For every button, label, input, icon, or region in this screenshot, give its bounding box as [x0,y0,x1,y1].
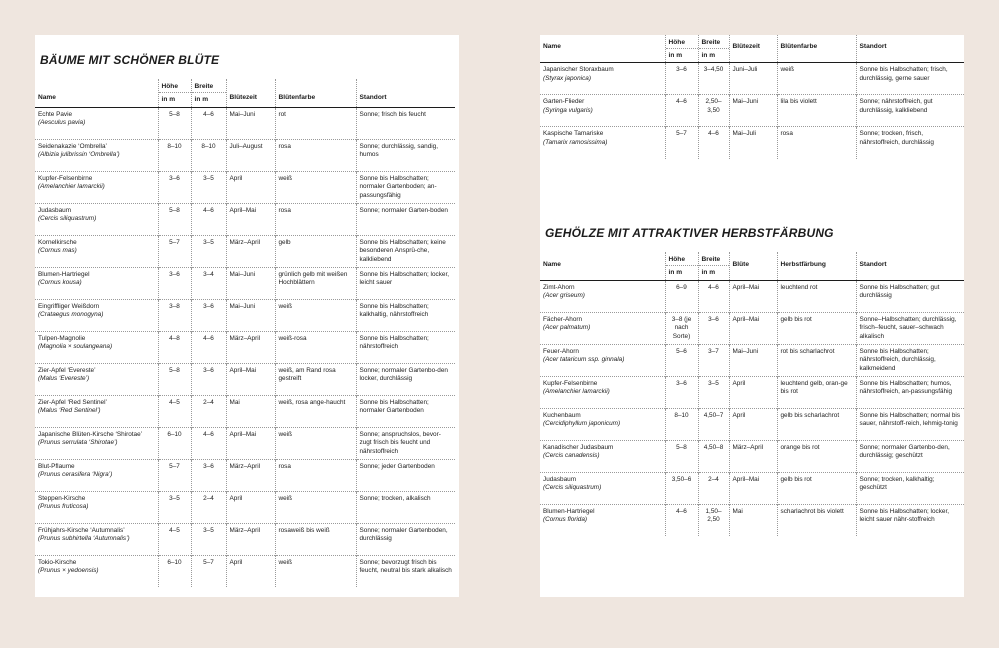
plant-latin-name: (Crataegus monogyna) [38,311,104,319]
cell-zeit: Mai–Juni [226,107,275,139]
cell-name [540,344,665,376]
cell-name [35,299,158,331]
cell-hoehe: 4–8 [158,331,191,363]
plant-name: Kupfer-Felsenbirne [38,174,93,182]
cell-name [540,440,665,472]
cell-hoehe: 3–6 [158,267,191,299]
cell-hoehe: 5–8 [158,107,191,139]
cell-zeit: Juli–August [226,139,275,171]
table-row [35,299,455,331]
col-header-hoehe: Höhe in m [158,79,191,107]
cell-standort: Sonne; normaler Gartenboden, durchlässig [356,523,455,555]
col-header-standort: Standort [856,252,964,280]
cell-name [35,203,158,235]
cell-hoehe: 5–7 [158,235,191,267]
cell-breite: 3–4,50 [698,63,729,95]
cell-zeit: April–Mai [226,203,275,235]
cell-zeit: April–Mai [729,280,777,312]
cell-name [35,459,158,491]
cell-standort: Sonne; nährstoffreich, gut durchlässig, kalkliebend [856,95,964,127]
cell-farbe: gelb bis rot [777,472,856,504]
cell-farbe: weiß [275,299,356,331]
cell-hoehe: 5–7 [158,459,191,491]
table-row [35,235,455,267]
cell-name [540,408,665,440]
cell-zeit: Mai–Juni [226,267,275,299]
table-row [35,171,455,203]
plant-latin-name: (Cornus kousa) [38,279,82,287]
plant-latin-name: (Tamarix ramosissima) [543,138,608,146]
cell-breite: 3–7 [698,344,729,376]
cell-name [35,363,158,395]
plant-latin-name: (Acer palmatum) [543,324,591,332]
cell-breite: 3–5 [191,171,226,203]
cell-hoehe: 8–10 [158,139,191,171]
cell-standort: Sonne bis Halbschatten; normal bis sauer, nährstoff-reich, lehmig-tonig [856,408,964,440]
cell-breite: 4–6 [191,331,226,363]
cell-zeit: April–Mai [226,363,275,395]
cell-zeit: März–April [226,523,275,555]
cell-breite: 2–4 [191,491,226,523]
cell-farbe: rot bis scharlachrot [777,344,856,376]
cell-hoehe: 3–8 [158,299,191,331]
col-header-bluetenfarbe: Blütenfarbe [777,35,856,63]
cell-name [35,555,158,587]
plant-latin-name: (Prunus × yedoensis) [38,567,99,575]
cell-breite: 4–6 [698,127,729,159]
cell-zeit: April [226,171,275,203]
col-header-bluete: Blüte [729,252,777,280]
cell-hoehe: 4–6 [665,95,698,127]
plant-latin-name: (Cercidiphyllum japonicum) [543,420,621,428]
cell-breite: 3–5 [191,523,226,555]
table-row [540,280,964,312]
plant-name: Kaspische Tamariske [543,130,604,137]
plant-latin-name: (Cercis siliquastrum) [543,484,602,492]
cell-standort: Sonne bis Halbschatten; nährstoffreich [356,331,455,363]
cell-breite: 2–4 [698,472,729,504]
cell-breite: 1,50–2,50 [698,504,729,536]
plant-name: Japanische Blüten-Kirsche ‘Shirotae’ [38,430,143,438]
plant-name: Japanischer Storaxbaum [543,66,614,73]
cell-zeit: April [226,491,275,523]
cell-farbe: rosa [275,459,356,491]
cell-farbe: weiß [275,171,356,203]
table-row [35,107,455,139]
cell-zeit: April [729,376,777,408]
cell-farbe: weiß [275,427,356,459]
cell-standort: Sonne bis Halbschatten; nährstoffreich, durchlässig, kalkmeidend [856,344,964,376]
cell-zeit: Mai–Juni [226,299,275,331]
cell-breite: 4–6 [191,203,226,235]
cell-standort: Sonne; trocken, kalkhaltig; geschützt [856,472,964,504]
cell-hoehe: 5–6 [665,344,698,376]
cell-farbe: rosaweiß bis weiß [275,523,356,555]
cell-hoehe: 6–10 [158,555,191,587]
cell-standort: Sonne bis Halbschatten; normaler Gartenboden; an-passungsfähig [356,171,455,203]
cell-standort: Sonne bis Halbschatten; normaler Gartenboden [356,395,455,427]
cell-name [35,139,158,171]
cell-farbe: orange bis rot [777,440,856,472]
section-title-bluete: BÄUME MIT SCHÖNER BLÜTE [40,53,220,67]
table-row [35,427,455,459]
plant-name: Garten-Flieder [543,98,585,105]
plant-name: Kanadischer Judasbaum [543,443,614,451]
cell-hoehe: 4–5 [158,395,191,427]
cell-breite: 3–4 [191,267,226,299]
cell-standort: Sonne; normaler Garten-boden [356,203,455,235]
cell-farbe: weiß [777,63,856,95]
cell-hoehe: 4–5 [158,523,191,555]
cell-hoehe: 5–8 [158,203,191,235]
cell-name [35,523,158,555]
cell-breite: 3–6 [191,459,226,491]
col-header-name: Name [540,252,665,280]
plant-name: Tokio-Kirsche [38,558,77,566]
cell-standort: Sonne bis Halbschatten; humos, nährstoffreich, an-passungsfähig [856,376,964,408]
plant-name: Zier-Apfel ‘Red Sentinel’ [38,398,107,406]
plant-name: Kuchenbaum [543,411,581,419]
cell-standort: Sonne; anspruchslos, bevor-zugt frisch bis feucht und nährstoffreich [356,427,455,459]
cell-name [35,331,158,363]
cell-zeit: März–April [729,440,777,472]
cell-farbe: rot [275,107,356,139]
table-row [540,408,964,440]
table-row [540,472,964,504]
plant-latin-name: (Amelanchier lamarckii) [543,388,610,396]
plant-latin-name: (Prunus fruticosa) [38,503,89,511]
col-header-breite: Breite in m [698,35,729,63]
cell-zeit: April–Mai [729,312,777,344]
cell-farbe: weiß-rosa [275,331,356,363]
table-row [540,312,964,344]
cell-standort: Sonne bis Halbschatten; keine besonderen Ansprü-che, kalkliebend [356,235,455,267]
plant-name: Steppen-Kirsche [38,494,86,502]
plant-name: Eingriffliger Weißdorn [38,302,100,310]
cell-name [540,472,665,504]
cell-hoehe: 6–9 [665,280,698,312]
cell-farbe: rosa [275,139,356,171]
table-row [35,363,455,395]
cell-standort: Sonne; frisch bis feucht [356,107,455,139]
cell-zeit: April–Mai [729,472,777,504]
plant-latin-name: (Albizia julibrissin ‘Ombrella’) [38,151,120,159]
table-row [540,376,964,408]
cell-hoehe: 3–5 [158,491,191,523]
cell-zeit: April–Mai [226,427,275,459]
table-row [540,63,964,95]
cell-hoehe: 5–8 [158,363,191,395]
cell-breite: 3–5 [698,376,729,408]
plant-name: Judasbaum [38,206,72,214]
cell-hoehe: 6–10 [158,427,191,459]
cell-standort: Sonne; jeder Gartenboden [356,459,455,491]
plant-latin-name: (Acer tataricum ssp. ginnala) [543,356,625,364]
plant-name: Blumen-Hartriegel [38,270,90,278]
cell-farbe: gelb bis rot [777,312,856,344]
cell-farbe: rosa [777,127,856,159]
cell-breite: 3–6 [191,299,226,331]
cell-hoehe: 8–10 [665,408,698,440]
col-header-name: Name [35,79,158,107]
cell-standort: Sonne bis Halbschatten; locker, leicht sauer nähr-stoffreich [856,504,964,536]
cell-zeit: April [729,408,777,440]
cell-breite: 4–6 [698,280,729,312]
cell-name [35,171,158,203]
cell-breite: 3–6 [191,363,226,395]
col-header-hoehe: Höhe in m [665,35,698,63]
col-header-herbstfaerbung: Herbstfärbung [777,252,856,280]
cell-name [540,280,665,312]
cell-standort: Sonne bis Halbschatten; kalkhaltig, nährstoffreich [356,299,455,331]
plant-latin-name: (Prunus cerasifera ‘Nigra’) [38,471,113,479]
cell-zeit: März–April [226,235,275,267]
cell-standort: Sonne bis Halbschatten; frisch, durchlässig, gerne sauer [856,63,964,95]
plant-latin-name: (Cercis siliquastrum) [38,215,97,223]
cell-farbe: lila bis violett [777,95,856,127]
col-header-name: Name [540,35,665,63]
plant-name: Kupfer-Felsenbirne [543,379,598,387]
col-header-bluetezeit: Blütezeit [729,35,777,63]
plant-name: Feuer-Ahorn [543,347,579,355]
plant-latin-name: (Cornus mas) [38,247,77,255]
cell-zeit: Mai–Juni [729,95,777,127]
cell-zeit: März–April [226,459,275,491]
cell-farbe: leuchtend rot [777,280,856,312]
cell-standort: Sonne; trocken, alkalisch [356,491,455,523]
cell-hoehe: 4–6 [665,504,698,536]
cell-breite: 3–5 [191,235,226,267]
cell-name [35,267,158,299]
plant-name: Frühjahrs-Kirsche ‘Autumnalis’ [38,526,125,534]
plant-latin-name: (Aesculus pavia) [38,119,86,127]
cell-hoehe: 3–8 (je nach Sorte) [665,312,698,344]
plant-latin-name: (Acer griseum) [543,292,585,300]
cell-standort: Sonne bis Halbschatten; locker, leicht sauer [356,267,455,299]
cell-hoehe: 3–6 [665,376,698,408]
plant-latin-name: (Amelanchier lamarckii) [38,183,105,191]
cell-standort: Sonne; normaler Gartenbo-den, durchlässig; geschützt [856,440,964,472]
plant-latin-name: (Cercis canadensis) [543,452,600,460]
table-row [35,139,455,171]
cell-name [35,427,158,459]
cell-name [540,127,665,159]
table-herbstfaerbung [540,252,964,536]
cell-zeit: März–April [226,331,275,363]
plant-name: Kornelkirsche [38,238,77,246]
cell-farbe: weiß, rosa ange-haucht [275,395,356,427]
cell-farbe: weiß, am Rand rosa gestreift [275,363,356,395]
plant-latin-name: (Styrax japonica) [543,74,591,82]
cell-hoehe: 5–8 [665,440,698,472]
section-title-herbstfaerbung: GEHÖLZE MIT ATTRAKTIVER HERBSTFÄRBUNG [545,226,834,240]
cell-name [540,63,665,95]
plant-name: Echte Pavie [38,110,73,118]
cell-breite: 4–6 [191,107,226,139]
plant-name: Zier-Apfel ‘Evereste’ [38,366,96,374]
cell-breite: 2–4 [191,395,226,427]
cell-standort: Sonne bis Halbschatten; gut durchlässig [856,280,964,312]
col-header-standort: Standort [856,35,964,63]
col-header-hoehe: Höhe in m [665,252,698,280]
cell-farbe: grünlich gelb mit weißen Hochblättern [275,267,356,299]
cell-zeit: Mai [729,504,777,536]
table-row [35,267,455,299]
cell-zeit: Mai–Juni [729,344,777,376]
plant-latin-name: (Prunus serrulata ‘Shirotae’) [38,439,118,447]
cell-farbe: rosa [275,203,356,235]
plant-name: Blut-Pflaume [38,462,75,470]
col-header-standort: Standort [356,79,455,107]
cell-farbe: weiß [275,491,356,523]
plant-name: Zimt-Ahorn [543,283,575,291]
plant-name: Fächer-Ahorn [543,315,583,323]
table-row [540,504,964,536]
table-row [35,331,455,363]
cell-hoehe: 3–6 [665,63,698,95]
cell-farbe: gelb bis scharlachrot [777,408,856,440]
cell-hoehe: 5–7 [665,127,698,159]
table-baeume-bluete-fortsetzung [540,35,964,159]
table-row [35,523,455,555]
cell-hoehe: 3–6 [158,171,191,203]
table-baeume-bluete [35,79,455,587]
table-row [35,491,455,523]
cell-standort: Sonne; bevorzugt frisch bis feucht, neutral bis stark alkalisch [356,555,455,587]
plant-name: Tulpen-Magnolie [38,334,86,342]
cell-zeit: Mai [226,395,275,427]
cell-farbe: scharlachrot bis violett [777,504,856,536]
cell-standort: Sonne–Halbschatten; durchlässig, frisch–feucht, sauer–schwach alkalisch [856,312,964,344]
cell-name [35,395,158,427]
left-page [35,35,459,597]
cell-name [35,491,158,523]
table-row [35,395,455,427]
col-header-bluetenfarbe: Blütenfarbe [275,79,356,107]
plant-name: Blumen-Hartriegel [543,507,595,515]
cell-breite: 4,50–7 [698,408,729,440]
table-row [540,95,964,127]
table-row [35,459,455,491]
col-header-breite: Breite in m [191,79,226,107]
cell-name [35,235,158,267]
cell-standort: Sonne; normaler Gartenbo-den locker, durchlässig [356,363,455,395]
table-row [540,344,964,376]
plant-latin-name: (Malus ‘Evereste’) [38,375,90,383]
plant-latin-name: (Syringa vulgaris) [543,106,593,114]
right-page [540,35,964,597]
cell-farbe: weiß [275,555,356,587]
cell-breite: 8–10 [191,139,226,171]
cell-zeit: Juni–Juli [729,63,777,95]
table-row [540,127,964,159]
cell-standort: Sonne; trocken, frisch, nährstoffreich, durchlässig [856,127,964,159]
cell-name [35,107,158,139]
cell-farbe: gelb [275,235,356,267]
plant-latin-name: (Prunus subhirtella ‘Autumnalis’) [38,535,130,543]
plant-latin-name: (Cornus florida) [543,516,588,524]
plant-latin-name: (Malus ‘Red Sentinel’) [38,407,101,415]
cell-hoehe: 3,50–6 [665,472,698,504]
table-row [35,203,455,235]
cell-breite: 4,50–8 [698,440,729,472]
cell-name [540,376,665,408]
col-header-bluetezeit: Blütezeit [226,79,275,107]
table-row [35,555,455,587]
plant-name: Judasbaum [543,475,577,483]
table-row [540,440,964,472]
cell-breite: 5–7 [191,555,226,587]
cell-name [540,95,665,127]
cell-breite: 3–6 [698,312,729,344]
plant-latin-name: (Magnolia × soulangeana) [38,343,113,351]
cell-breite: 2,50–3,50 [698,95,729,127]
cell-farbe: leuchtend gelb, oran-ge bis rot [777,376,856,408]
cell-name [540,504,665,536]
cell-zeit: April [226,555,275,587]
plant-name: Seidenakazie ‘Ombrella’ [38,142,107,150]
cell-zeit: Mai–Juli [729,127,777,159]
cell-standort: Sonne; durchlässig, sandig, humos [356,139,455,171]
cell-breite: 4–6 [191,427,226,459]
cell-name [540,312,665,344]
col-header-breite: Breite in m [698,252,729,280]
